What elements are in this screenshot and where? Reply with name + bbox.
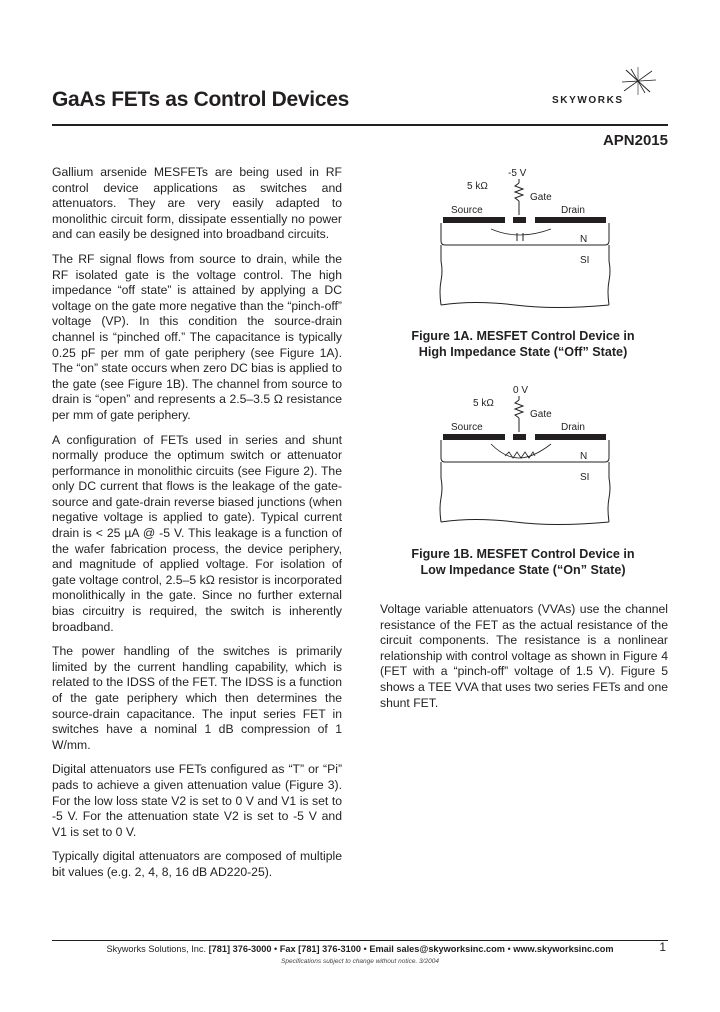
gate-contact: [513, 217, 526, 223]
paragraph-bit-values: Typically digital attenuators are composed of multiple bit values (e.g. 2, 4, 8, 16 dB AD220-25).: [52, 849, 342, 879]
substrate-label: SI: [580, 255, 590, 266]
figure-1a-diagram: [405, 165, 675, 310]
skyworks-logo: [552, 66, 662, 116]
resistor-label: 5 kΩ: [473, 398, 494, 409]
document-title: GaAs FETs as Control Devices: [52, 88, 349, 111]
footer-phone: [781] 376-3000: [208, 944, 272, 954]
gate-contact: [513, 434, 526, 440]
channel-resistance: [505, 452, 535, 458]
drain-label: Drain: [561, 422, 585, 433]
paragraph-digital-attenuators: Digital attenuators use FETs configured as “T” or “Pi” pads to achieve a given attenuation value (Figure 3). For the low loss state V2 is set to 0 V and V1 is set to -5 V. For the attenuation state V2 is set to -5 V and V1 is set to 0 V.: [52, 762, 342, 839]
drain-label: Drain: [561, 205, 585, 216]
n-layer-label: N: [580, 451, 588, 462]
gate-label: Gate: [530, 409, 552, 420]
substrate-label: SI: [580, 472, 590, 483]
starburst-icon: [552, 66, 662, 98]
footer-email: Email sales@skyworksinc.com: [369, 944, 505, 954]
resistor-symbol: [515, 183, 523, 201]
source-contact: [443, 434, 505, 440]
gate-label: Gate: [530, 192, 552, 203]
figure-1b-caption: Figure 1B. MESFET Control Device in Low Impedance State (“On” State): [411, 547, 635, 577]
footer-company: Skyworks Solutions, Inc.: [106, 944, 207, 954]
paragraph-vva: Voltage variable attenuators (VVAs) use the channel resistance of the FET as the actual resistance of the circuit components. The resistance is a nonlinear relationship with control voltage as shown in Figure 4 (FET with a “pinch-off” voltage of 1.5 V). Figure 5 shows a TEE VVA that uses two series FETs and one shunt FET.: [380, 602, 668, 710]
footer-disclaimer: Specifications subject to change without notice. 3/2004: [281, 958, 439, 965]
left-column: [52, 165, 342, 890]
gate-voltage-label: 0 V: [513, 385, 529, 396]
drain-contact: [535, 434, 606, 440]
drain-contact: [535, 217, 606, 223]
footer-web: www.skyworksinc.com: [513, 944, 614, 954]
gate-voltage-label: -5 V: [508, 168, 527, 179]
source-contact: [443, 217, 505, 223]
paragraph-off-state: The RF signal flows from source to drain, while the RF isolated gate is the voltage control. The high impedance “off state” is attained by applying a DC voltage on the gate more negative than the “pinch-off” voltage (VP). In this condition the source-drain channel is “pinched off.” The capacitance is typically 0.25 pF per mm of gate periphery (see Figure 1A). The “on” state occurs when zero DC bias is applied to the gate (see Figure 1B). The channel from source to drain is “open” and represents a 2.5–3.5 Ω resistance per mm of gate periphery.: [52, 251, 342, 422]
footer-rule: [52, 940, 668, 941]
page-number: 1: [659, 940, 666, 954]
right-column: [380, 602, 668, 711]
header-rule: [52, 124, 668, 126]
footer-contact: Skyworks Solutions, Inc. [781] 376-3000 • Fax [781] 376-3100 • Email sales@skyworksinc.com • www.skyworksinc.com: [106, 944, 614, 954]
paragraph-configuration: A configuration of FETs used in series and shunt normally produce the optimum switch or attenuator performance in monolithic circuits (see Figure 2). The only DC current that flows is the leakage of the gate-source and gate-drain reverse biased junctions (when negative voltage is applied to gate). Typical current drain is < 25 µA @ -5 V. This leakage is a function of the wafer fabrication process, the device periphery, and magnitude of applied voltage. For isolation of gate voltage control, 2.5–5 kΩ resistor is incorporated monolithically in the gate. Since no further external bias circuitry is required, the switch is inherently broadband.: [52, 432, 342, 634]
resistor-label: 5 kΩ: [467, 181, 488, 192]
paragraph-intro: Gallium arsenide MESFETs are being used in RF control device applications as switches and attenuators. They are very easily adapted to monolithic circuit form, dissipate essentially no power and can easily be designed into broadband circuits.: [52, 165, 342, 242]
figure-1b-diagram: [405, 382, 675, 527]
resistor-symbol: [515, 400, 523, 418]
footer-fax: Fax [781] 376-3100: [279, 944, 361, 954]
brand-wordmark: SKYWORKS: [552, 95, 624, 106]
source-label: Source: [451, 422, 483, 433]
n-layer-label: N: [580, 234, 588, 245]
document-number: APN2015: [602, 132, 668, 149]
figure-1a-caption: Figure 1A. MESFET Control Device in High Impedance State (“Off” State): [411, 329, 635, 359]
source-label: Source: [451, 205, 483, 216]
paragraph-power-handling: The power handling of the switches is primarily limited by the current handling capability, which is related to the IDSS of the FET. The IDSS is a function of the gate periphery which then determines the source-drain capacitance. The input series FET in switches have a nominal 1 dB compression of 1 W/mm.: [52, 644, 342, 752]
